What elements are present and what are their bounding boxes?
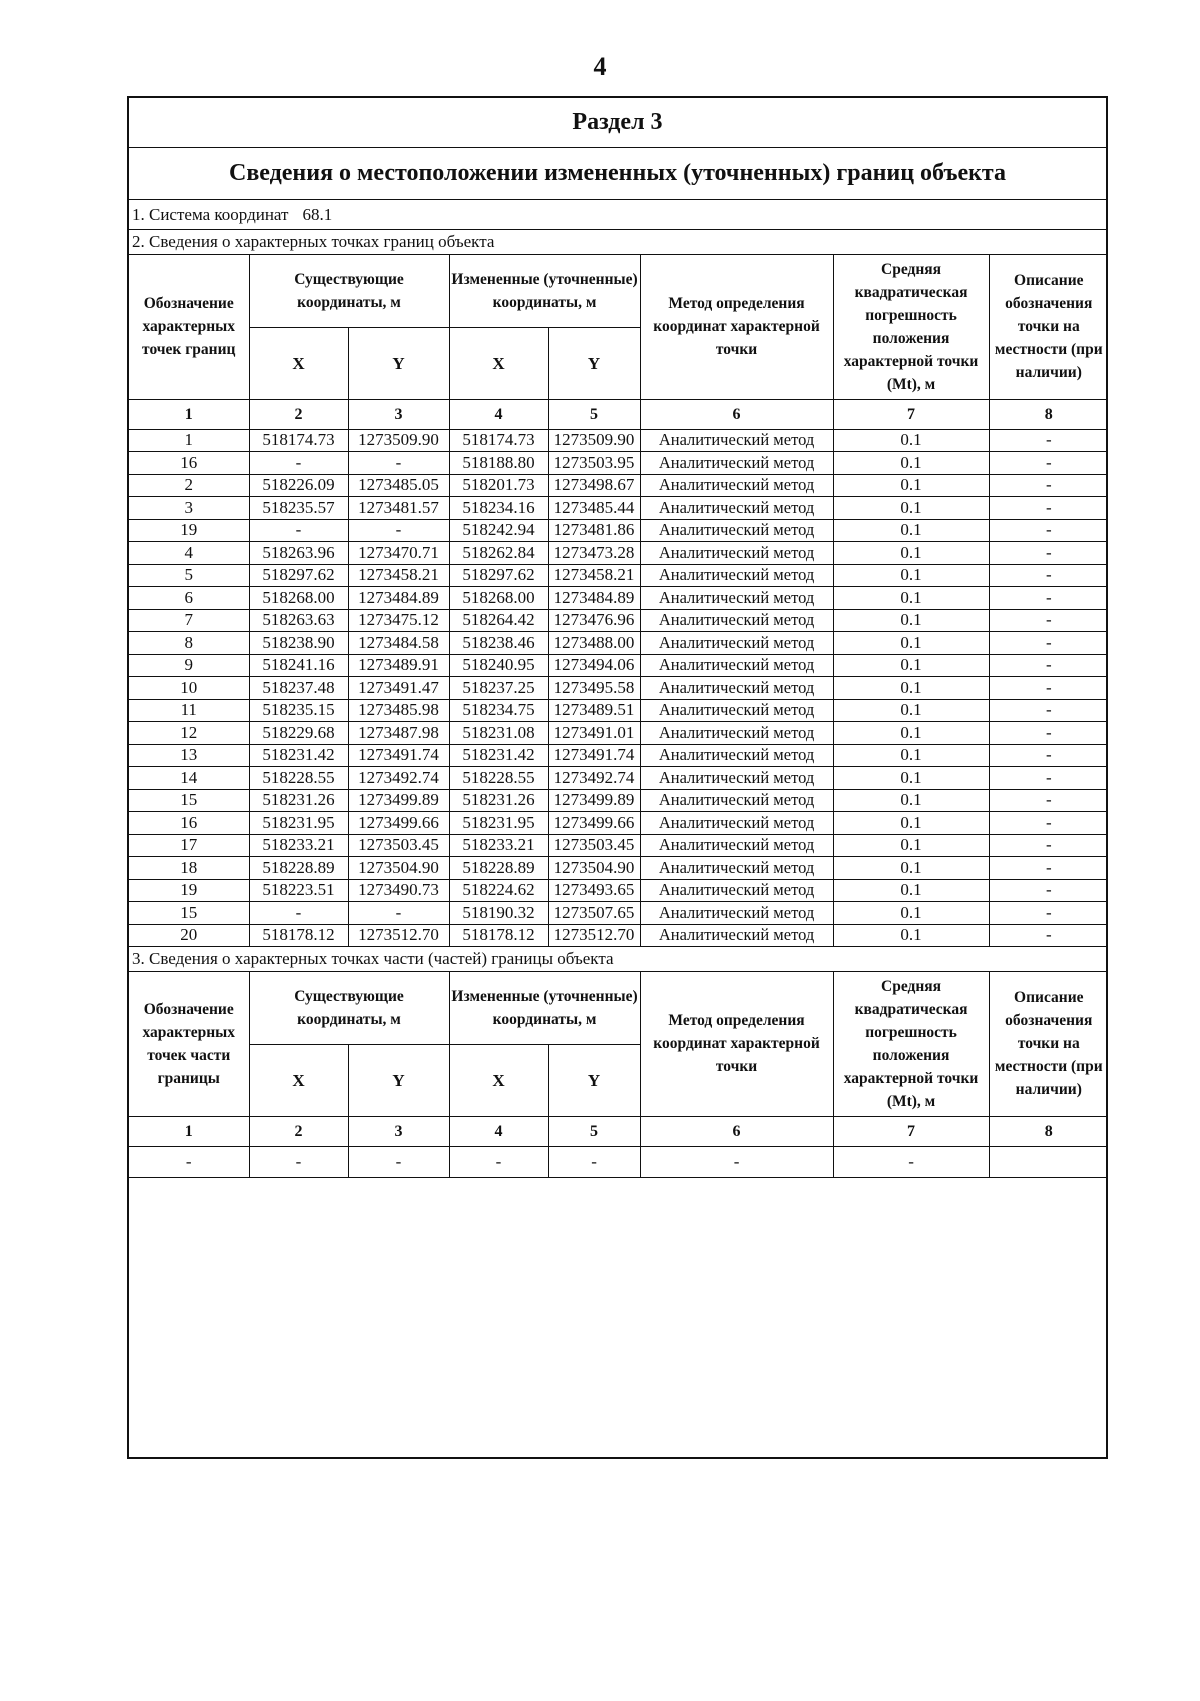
table-row [129, 857, 1108, 880]
table1-caption: 2. Сведения о характерных точках границ объекта [129, 230, 1106, 255]
cell-existing-x: 518268.00 [249, 587, 348, 610]
cell-existing-y: - [348, 519, 449, 542]
column-number: 5 [548, 1116, 640, 1146]
header-changed: Измененные (уточненные) координаты, м [449, 255, 640, 327]
cell-error: 0.1 [833, 879, 989, 902]
column-number: 2 [249, 399, 348, 429]
cell-changed-y: 1273504.90 [548, 857, 640, 880]
cell-point: 13 [129, 744, 249, 767]
table-row [129, 789, 1108, 812]
cell-point: 18 [129, 857, 249, 880]
cell-description: - [989, 452, 1108, 475]
cell-description: - [989, 654, 1108, 677]
cell-changed-y: 1273473.28 [548, 542, 640, 565]
cell-existing-y: 1273509.90 [348, 429, 449, 452]
cell-changed-y: 1273476.96 [548, 609, 640, 632]
cell-error: 0.1 [833, 519, 989, 542]
cell-existing-x: 518263.63 [249, 609, 348, 632]
cell-changed-x: 518297.62 [449, 564, 548, 587]
table-row [129, 722, 1108, 745]
cell-point: 10 [129, 677, 249, 700]
cell-method: Аналитический метод [640, 722, 833, 745]
cell-existing-x: 518263.96 [249, 542, 348, 565]
header-point: Обозначение характерных точек части границы [129, 972, 249, 1116]
table-row [129, 632, 1108, 655]
section-subtitle: Сведения о местоположении измененных (уточненных) границ объекта [129, 148, 1106, 200]
cell-method: Аналитический метод [640, 677, 833, 700]
cell-existing-x: - [249, 519, 348, 542]
cell-method: Аналитический метод [640, 632, 833, 655]
coord-system-line [129, 200, 1106, 230]
cell-changed-y: 1273481.86 [548, 519, 640, 542]
coord-system-label: 1. Система координат [132, 205, 289, 224]
cell-changed-y: - [548, 1146, 640, 1177]
cell-method: Аналитический метод [640, 542, 833, 565]
cell-description: - [989, 632, 1108, 655]
table-row [129, 519, 1108, 542]
cell-changed-x: 518233.21 [449, 834, 548, 857]
column-number: 3 [348, 399, 449, 429]
cell-description: - [989, 542, 1108, 565]
cell-error: 0.1 [833, 497, 989, 520]
table-row [129, 767, 1108, 790]
table-row [129, 429, 1108, 452]
cell-changed-x: 518224.62 [449, 879, 548, 902]
cell-error: 0.1 [833, 429, 989, 452]
cell-existing-x: - [249, 902, 348, 925]
header-existing-y: Y [348, 1044, 449, 1116]
header-method: Метод определения координат характерной точки [640, 255, 833, 399]
cell-changed-y: 1273509.90 [548, 429, 640, 452]
cell-existing-y: 1273475.12 [348, 609, 449, 632]
cell-existing-y: - [348, 902, 449, 925]
section-title: Раздел 3 [129, 98, 1106, 148]
cell-point: 20 [129, 924, 249, 947]
cell-point: 16 [129, 452, 249, 475]
cell-existing-x: 518241.16 [249, 654, 348, 677]
cell-changed-x: - [449, 1146, 548, 1177]
cell-changed-y: 1273503.45 [548, 834, 640, 857]
cell-existing-x: 518229.68 [249, 722, 348, 745]
coord-system-value: 68.1 [302, 205, 333, 224]
column-number: 8 [989, 399, 1108, 429]
cell-description: - [989, 902, 1108, 925]
cell-existing-x: 518235.15 [249, 699, 348, 722]
cell-description: - [989, 587, 1108, 610]
cell-changed-x: 518234.75 [449, 699, 548, 722]
cell-changed-y: 1273494.06 [548, 654, 640, 677]
table-row [129, 609, 1108, 632]
cell-error: 0.1 [833, 767, 989, 790]
cell-description: - [989, 609, 1108, 632]
cell-existing-x: 518228.89 [249, 857, 348, 880]
cell-error: 0.1 [833, 654, 989, 677]
cell-point: 4 [129, 542, 249, 565]
cell-existing-y: 1273512.70 [348, 924, 449, 947]
cell-changed-x: 518201.73 [449, 474, 548, 497]
column-number: 7 [833, 399, 989, 429]
cell-error: 0.1 [833, 744, 989, 767]
cell-existing-y: 1273485.05 [348, 474, 449, 497]
cell-method: Аналитический метод [640, 564, 833, 587]
table-row [129, 699, 1108, 722]
cell-existing-x: 518235.57 [249, 497, 348, 520]
cell-description: - [989, 519, 1108, 542]
cell-changed-y: 1273492.74 [548, 767, 640, 790]
cell-changed-y: 1273488.00 [548, 632, 640, 655]
table-row [129, 564, 1108, 587]
cell-existing-y: 1273491.47 [348, 677, 449, 700]
cell-changed-y: 1273485.44 [548, 497, 640, 520]
cell-existing-x: - [249, 1146, 348, 1177]
cell-description: - [989, 857, 1108, 880]
cell-error: 0.1 [833, 834, 989, 857]
cell-error: 0.1 [833, 542, 989, 565]
cell-method: Аналитический метод [640, 834, 833, 857]
column-number: 4 [449, 399, 548, 429]
cell-method: Аналитический метод [640, 812, 833, 835]
cell-changed-y: 1273484.89 [548, 587, 640, 610]
cell-error: 0.1 [833, 857, 989, 880]
cell-changed-x: 518237.25 [449, 677, 548, 700]
cell-error: 0.1 [833, 789, 989, 812]
header-existing: Существующие координаты, м [249, 972, 449, 1044]
header-point: Обозначение характерных точек границ [129, 255, 249, 399]
cell-point: 9 [129, 654, 249, 677]
cell-method: Аналитический метод [640, 744, 833, 767]
cell-changed-y: 1273491.01 [548, 722, 640, 745]
table-row [129, 497, 1108, 520]
table-row [129, 654, 1108, 677]
header-changed: Измененные (уточненные) координаты, м [449, 972, 640, 1044]
table-row [129, 924, 1108, 947]
cell-method: Аналитический метод [640, 699, 833, 722]
cell-changed-y: 1273507.65 [548, 902, 640, 925]
cell-method: Аналитический метод [640, 429, 833, 452]
table-row [129, 902, 1108, 925]
cell-existing-y: 1273481.57 [348, 497, 449, 520]
column-number: 1 [129, 1116, 249, 1146]
column-number: 7 [833, 1116, 989, 1146]
cell-method: Аналитический метод [640, 654, 833, 677]
cell-method: Аналитический метод [640, 924, 833, 947]
cell-changed-x: 518240.95 [449, 654, 548, 677]
cell-changed-x: 518174.73 [449, 429, 548, 452]
cell-existing-y: 1273485.98 [348, 699, 449, 722]
cell-point: 15 [129, 789, 249, 812]
cell-existing-x: 518237.48 [249, 677, 348, 700]
cell-existing-y: 1273484.58 [348, 632, 449, 655]
cell-method: Аналитический метод [640, 789, 833, 812]
cell-existing-y: 1273503.45 [348, 834, 449, 857]
header-changed-y: Y [548, 1044, 640, 1116]
column-numbers-row [129, 399, 1108, 429]
header-existing-x: X [249, 327, 348, 399]
cell-point: 7 [129, 609, 249, 632]
cell-point: 17 [129, 834, 249, 857]
cell-description: - [989, 699, 1108, 722]
table-row [129, 834, 1108, 857]
boundary-points-table [129, 255, 1108, 947]
column-number: 8 [989, 1116, 1108, 1146]
cell-error: 0.1 [833, 632, 989, 655]
column-numbers-row [129, 1116, 1108, 1146]
header-changed-x: X [449, 1044, 548, 1116]
cell-error: 0.1 [833, 699, 989, 722]
cell-changed-y: 1273493.65 [548, 879, 640, 902]
cell-existing-y: - [348, 452, 449, 475]
cell-existing-x: - [249, 452, 348, 475]
cell-error: 0.1 [833, 722, 989, 745]
cell-description: - [989, 789, 1108, 812]
cell-existing-x: 518233.21 [249, 834, 348, 857]
cell-existing-y: 1273499.66 [348, 812, 449, 835]
cell-changed-x: 518178.12 [449, 924, 548, 947]
cell-existing-y: 1273491.74 [348, 744, 449, 767]
header-existing-y: Y [348, 327, 449, 399]
table-row [129, 677, 1108, 700]
cell-point: 8 [129, 632, 249, 655]
cell-method: - [640, 1146, 833, 1177]
cell-changed-x: 518190.32 [449, 902, 548, 925]
cell-point: 19 [129, 519, 249, 542]
cell-point: 11 [129, 699, 249, 722]
cell-existing-x: 518231.95 [249, 812, 348, 835]
cell-existing-y: 1273492.74 [348, 767, 449, 790]
header-changed-x: X [449, 327, 548, 399]
cell-existing-x: 518223.51 [249, 879, 348, 902]
cell-method: Аналитический метод [640, 452, 833, 475]
header-error: Средняя квадратическая погрешность положения характерной точки (Mt), м [833, 972, 989, 1116]
cell-changed-x: 518231.26 [449, 789, 548, 812]
document-frame [127, 96, 1108, 1459]
cell-description: - [989, 677, 1108, 700]
cell-point: 6 [129, 587, 249, 610]
header-description: Описание обозначения точки на местности (при наличии) [989, 972, 1108, 1116]
table-row [129, 812, 1108, 835]
cell-error: 0.1 [833, 609, 989, 632]
cell-error: 0.1 [833, 587, 989, 610]
table-row [129, 474, 1108, 497]
cell-changed-x: 518231.95 [449, 812, 548, 835]
cell-existing-x: 518297.62 [249, 564, 348, 587]
cell-method: Аналитический метод [640, 497, 833, 520]
cell-existing-y: 1273487.98 [348, 722, 449, 745]
cell-point: 16 [129, 812, 249, 835]
table2-caption: 3. Сведения о характерных точках части (частей) границы объекта [129, 947, 1106, 972]
column-number: 4 [449, 1116, 548, 1146]
cell-description: - [989, 834, 1108, 857]
column-number: 2 [249, 1116, 348, 1146]
page-number: 4 [593, 52, 607, 81]
cell-existing-y: 1273484.89 [348, 587, 449, 610]
cell-method: Аналитический метод [640, 879, 833, 902]
cell-point: 19 [129, 879, 249, 902]
cell-existing-y: 1273489.91 [348, 654, 449, 677]
cell-changed-x: 518268.00 [449, 587, 548, 610]
cell-existing-y: 1273470.71 [348, 542, 449, 565]
cell-existing-x: 518231.42 [249, 744, 348, 767]
table-row [129, 1146, 1108, 1177]
cell-existing-y: 1273490.73 [348, 879, 449, 902]
cell-changed-y: 1273495.58 [548, 677, 640, 700]
cell-description: - [989, 879, 1108, 902]
cell-description: - [989, 564, 1108, 587]
cell-changed-x: 518264.42 [449, 609, 548, 632]
cell-method: Аналитический метод [640, 587, 833, 610]
cell-existing-x: 518174.73 [249, 429, 348, 452]
cell-description: - [989, 474, 1108, 497]
cell-description: - [989, 744, 1108, 767]
cell-existing-x: 518231.26 [249, 789, 348, 812]
part-boundary-points-table [129, 972, 1108, 1178]
cell-existing-y: 1273504.90 [348, 857, 449, 880]
cell-description: - [989, 767, 1108, 790]
cell-description: - [989, 497, 1108, 520]
cell-changed-y: 1273499.89 [548, 789, 640, 812]
cell-changed-x: 518231.42 [449, 744, 548, 767]
cell-error: - [833, 1146, 989, 1177]
cell-existing-y: 1273458.21 [348, 564, 449, 587]
header-error: Средняя квадратическая погрешность положения характерной точки (Mt), м [833, 255, 989, 399]
cell-existing-x: 518228.55 [249, 767, 348, 790]
cell-changed-x: 518188.80 [449, 452, 548, 475]
cell-changed-y: 1273499.66 [548, 812, 640, 835]
cell-description: - [989, 812, 1108, 835]
column-number: 6 [640, 399, 833, 429]
cell-description: - [989, 924, 1108, 947]
cell-changed-x: 518238.46 [449, 632, 548, 655]
cell-description [989, 1146, 1108, 1177]
cell-description: - [989, 722, 1108, 745]
table-row [129, 587, 1108, 610]
header-changed-y: Y [548, 327, 640, 399]
cell-point: 1 [129, 429, 249, 452]
cell-existing-y: - [348, 1146, 449, 1177]
cell-error: 0.1 [833, 812, 989, 835]
cell-changed-x: 518262.84 [449, 542, 548, 565]
cell-existing-x: 518178.12 [249, 924, 348, 947]
column-number: 5 [548, 399, 640, 429]
cell-existing-y: 1273499.89 [348, 789, 449, 812]
cell-error: 0.1 [833, 902, 989, 925]
header-existing: Существующие координаты, м [249, 255, 449, 327]
cell-changed-y: 1273512.70 [548, 924, 640, 947]
cell-changed-y: 1273489.51 [548, 699, 640, 722]
cell-existing-x: 518226.09 [249, 474, 348, 497]
cell-error: 0.1 [833, 677, 989, 700]
cell-point: 5 [129, 564, 249, 587]
cell-changed-x: 518231.08 [449, 722, 548, 745]
table-row [129, 542, 1108, 565]
cell-point: 3 [129, 497, 249, 520]
cell-error: 0.1 [833, 564, 989, 587]
cell-changed-x: 518242.94 [449, 519, 548, 542]
cell-existing-x: 518238.90 [249, 632, 348, 655]
cell-point: 15 [129, 902, 249, 925]
cell-method: Аналитический метод [640, 609, 833, 632]
cell-changed-x: 518234.16 [449, 497, 548, 520]
cell-changed-y: 1273491.74 [548, 744, 640, 767]
header-method: Метод определения координат характерной точки [640, 972, 833, 1116]
cell-point: - [129, 1146, 249, 1177]
column-number: 6 [640, 1116, 833, 1146]
header-existing-x: X [249, 1044, 348, 1116]
cell-changed-y: 1273503.95 [548, 452, 640, 475]
cell-point: 12 [129, 722, 249, 745]
cell-point: 2 [129, 474, 249, 497]
cell-method: Аналитический метод [640, 857, 833, 880]
cell-changed-y: 1273498.67 [548, 474, 640, 497]
table-row [129, 879, 1108, 902]
cell-method: Аналитический метод [640, 474, 833, 497]
cell-method: Аналитический метод [640, 902, 833, 925]
cell-error: 0.1 [833, 452, 989, 475]
column-number: 3 [348, 1116, 449, 1146]
cell-changed-x: 518228.55 [449, 767, 548, 790]
cell-method: Аналитический метод [640, 519, 833, 542]
cell-method: Аналитический метод [640, 767, 833, 790]
header-description: Описание обозначения точки на местности (при наличии) [989, 255, 1108, 399]
cell-point: 14 [129, 767, 249, 790]
cell-error: 0.1 [833, 924, 989, 947]
cell-changed-x: 518228.89 [449, 857, 548, 880]
table-row [129, 744, 1108, 767]
cell-error: 0.1 [833, 474, 989, 497]
table-row [129, 452, 1108, 475]
cell-changed-y: 1273458.21 [548, 564, 640, 587]
cell-description: - [989, 429, 1108, 452]
column-number: 1 [129, 399, 249, 429]
